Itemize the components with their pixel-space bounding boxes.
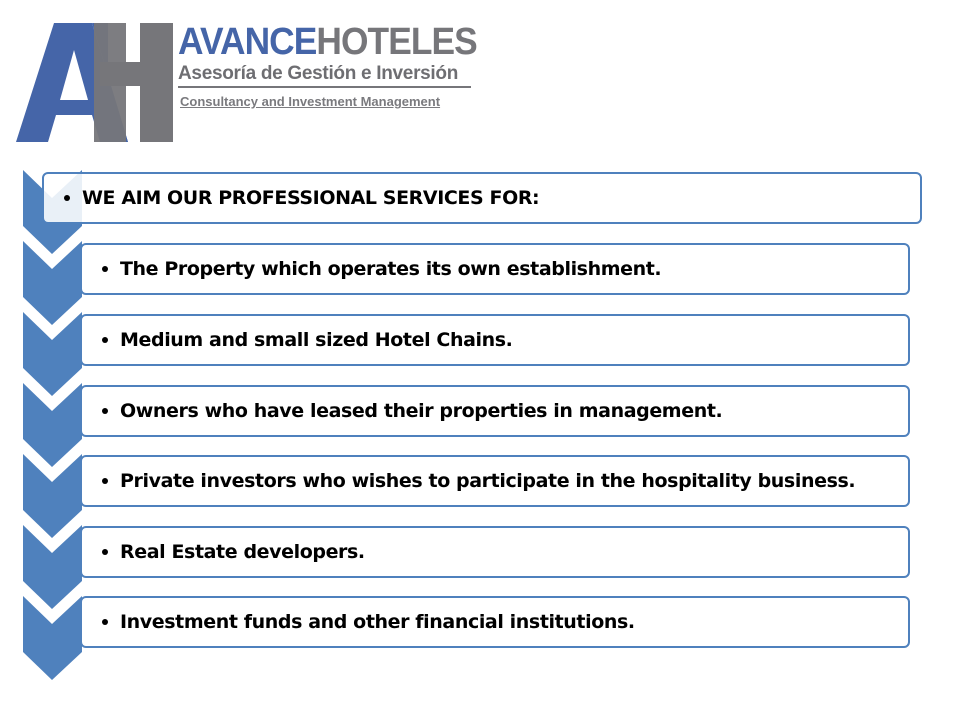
list-item xyxy=(80,526,910,578)
chevron-shape xyxy=(23,383,82,467)
list-item-text: Real Estate developers. xyxy=(120,541,365,563)
list-item xyxy=(80,243,910,295)
chevron-shape xyxy=(23,525,82,609)
list-item xyxy=(80,455,910,507)
header-text: WE AIM OUR PROFESSIONAL SERVICES FOR: xyxy=(82,187,540,209)
bullet-icon xyxy=(102,337,108,343)
list-item-text: Private investors who wishes to participate in the hospitality business. xyxy=(120,470,856,492)
chevron-shape xyxy=(23,312,82,396)
bullet-icon xyxy=(102,266,108,272)
bullet-icon xyxy=(102,408,108,414)
logo-subtitle-es: Asesoría de Gestión e Inversión xyxy=(178,62,471,88)
chevron-shape xyxy=(23,596,82,680)
list-item xyxy=(80,385,910,437)
logo-subtitle-en: Consultancy and Investment Management xyxy=(180,94,441,109)
list-item xyxy=(80,314,910,366)
chevron-shape xyxy=(23,241,82,325)
bullet-icon xyxy=(102,619,108,625)
bullet-icon xyxy=(102,549,108,555)
list-item-text: Medium and small sized Hotel Chains. xyxy=(120,329,513,351)
header-box xyxy=(42,172,922,224)
bullet-icon xyxy=(64,195,70,201)
bullet-icon xyxy=(102,478,108,484)
list-item-text: Owners who have leased their properties in management. xyxy=(120,400,723,422)
list-item xyxy=(80,596,910,648)
list-item-text: The Property which operates its own establishment. xyxy=(120,258,662,280)
brand-avance: AVANCE xyxy=(178,21,317,63)
list-item-text: Investment funds and other financial institutions. xyxy=(120,611,635,633)
chevron-shape xyxy=(23,454,82,538)
brand-hoteles: HOTELES xyxy=(316,21,477,63)
